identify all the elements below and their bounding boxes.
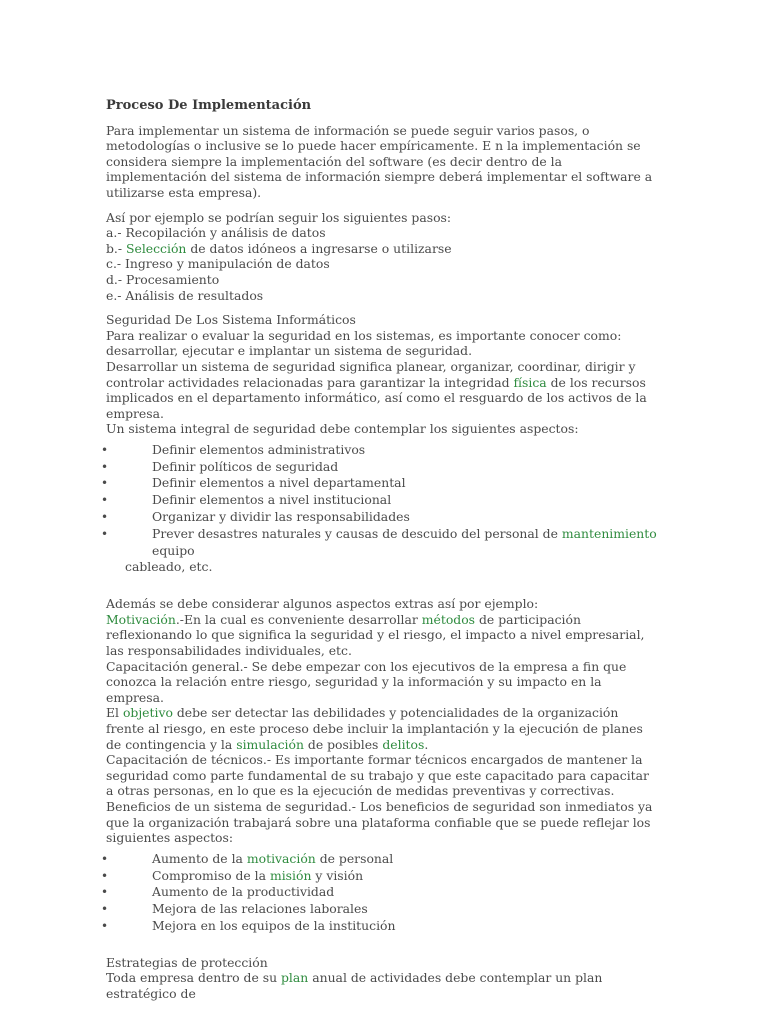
list-item-text: Mejora de las relaciones laborales bbox=[152, 901, 368, 917]
document-page bbox=[101, 98, 658, 1002]
security-paragraph-1: Para realizar o evaluar la seguridad en los sistemas, es importante conocer como: desarrollar, ejecutar e implantar un sistema de seguridad. bbox=[106, 327, 622, 359]
list-item bbox=[101, 441, 658, 459]
list-item-text: Definir elementos a nivel institucional bbox=[152, 492, 392, 508]
link-simulacion[interactable]: simulación bbox=[236, 736, 304, 752]
strategy-paragraph bbox=[106, 970, 658, 1001]
bullet-icon: • bbox=[101, 868, 109, 883]
page-title: Proceso De Implementación bbox=[106, 98, 312, 113]
steps-intro: Así por ejemplo se podrían seguir los siguientes pasos: bbox=[106, 209, 452, 225]
link-delitos[interactable]: delitos bbox=[382, 736, 425, 752]
step-e: e.- Análisis de resultados bbox=[106, 287, 264, 303]
strategy-prefix: Toda empresa dentro de su bbox=[106, 970, 281, 986]
step-c: c.- Ingreso y manipulación de datos bbox=[106, 256, 330, 272]
bullet-icon: • bbox=[101, 510, 109, 525]
list-item bbox=[101, 492, 658, 509]
bullet-icon: • bbox=[101, 442, 109, 457]
list-item bbox=[101, 525, 658, 576]
beneficios-paragraph: Beneficios de un sistema de seguridad.- Los beneficios de seguridad son inmediatos ya que la organización trabajará sobre una plataforma confiable que se puede reflejar los siguientes aspectos: bbox=[106, 798, 653, 846]
bullet-icon: • bbox=[101, 476, 109, 491]
step-a: a.- Recopilación y análisis de datos bbox=[106, 225, 326, 241]
list-item bbox=[101, 901, 658, 918]
motivacion-paragraph bbox=[106, 612, 658, 659]
step-b-suffix: de datos idóneos a ingresarse o utilizarse bbox=[186, 240, 452, 256]
link-mantenimiento[interactable]: mantenimiento bbox=[561, 525, 657, 541]
list-item bbox=[101, 850, 658, 868]
link-objetivo[interactable]: objetivo bbox=[122, 705, 173, 721]
objetivo-text-2: de posibles bbox=[303, 736, 383, 752]
bullet-icon: • bbox=[101, 526, 109, 541]
security-p2-prefix: Desarrollar un sistema de seguridad significa planear, organizar, coordinar, dirigir y controlar actividades relacionadas para garantizar la integridad bbox=[106, 358, 636, 390]
motivacion-text-suffix: de participación reflexionando lo que significa la seguridad y el riesgo, el impacto a nivel empresarial, las responsabilidades individuales, etc. bbox=[106, 611, 645, 659]
list-item-text: Mejora en los equipos de la institución bbox=[152, 917, 396, 933]
list-item-text: Prever desastres naturales y causas de descuido del personal de bbox=[152, 525, 562, 541]
bullet-icon: • bbox=[101, 902, 109, 917]
list-item-text: Definir políticos de seguridad bbox=[152, 458, 339, 474]
list-item-text-suffix: y visión bbox=[311, 867, 364, 883]
objetivo-suffix: . bbox=[424, 736, 429, 752]
link-plan[interactable]: plan bbox=[281, 970, 309, 986]
list-item-text: Compromiso de la bbox=[152, 867, 270, 883]
list-item-text-suffix: equipo bbox=[152, 542, 195, 558]
list-item-text: Aumento de la productividad bbox=[152, 884, 335, 900]
bullet-icon: • bbox=[101, 918, 109, 933]
benefits-list bbox=[101, 850, 658, 935]
bullet-icon: • bbox=[101, 851, 109, 866]
objetivo-text: debe ser detectar las debilidades y potencialidades de la organización frente al riesgo, en este proceso debe incluir la implantación y la ejecución de planes de contingencia y la bbox=[106, 705, 643, 752]
bullet-icon: • bbox=[101, 459, 109, 474]
tecnicos-paragraph: Capacitación de técnicos.- Es importante formar técnicos encargados de mantener la seguridad como parte fundamental de su trabajo y que este capacitado para capacitar a otras personas, en lo que es la ejecución de medidas preventivas y correctivas. bbox=[106, 752, 649, 799]
list-item-text: Aumento de la bbox=[152, 850, 247, 866]
security-paragraph-3: Un sistema integral de seguridad debe contemplar los siguientes aspectos: bbox=[106, 421, 579, 437]
list-item bbox=[101, 458, 658, 476]
list-item bbox=[101, 475, 658, 492]
bullet-icon: • bbox=[101, 885, 109, 900]
list-item bbox=[101, 884, 658, 901]
list-item-wrap: cableado, etc. bbox=[125, 559, 213, 575]
strategy-title: Estrategias de protección bbox=[106, 954, 268, 970]
list-item-text: Organizar y dividir las responsabilidades bbox=[152, 509, 410, 525]
list-item bbox=[101, 917, 658, 935]
link-motivacion-2[interactable]: motivación bbox=[246, 850, 316, 866]
intro-paragraph: Para implementar un sistema de información se puede seguir varios pasos, o metodologías o inclusive se lo puede hacer empíricamente. E n la implementación se considera siempre la implementación del software (es decir dentro de la implementación del sistema de información siempre deberá implementar el software a utilizarse esta empresa). bbox=[106, 122, 653, 200]
list-item bbox=[101, 509, 658, 526]
step-b-prefix: b.- bbox=[106, 240, 126, 256]
link-fisica[interactable]: física bbox=[513, 374, 547, 390]
step-d: d.- Procesamiento bbox=[106, 271, 220, 287]
list-item-text-suffix: de personal bbox=[315, 850, 394, 866]
link-seleccion[interactable]: Selección bbox=[126, 240, 187, 256]
link-metodos[interactable]: métodos bbox=[421, 611, 476, 627]
extras-intro: Además se debe considerar algunos aspectos extras así por ejemplo: bbox=[106, 596, 539, 612]
strategy-suffix: anual de actividades debe contemplar un plan estratégico de bbox=[106, 970, 603, 1001]
security-aspects-list bbox=[101, 441, 658, 576]
security-title: Seguridad De Los Sistema Informáticos bbox=[106, 312, 356, 328]
capacitacion-paragraph: Capacitación general.- Se debe empezar con los ejecutivos de la empresa a fin que conozca la relación entre riesgo, seguridad y la información y su impacto en la empresa. bbox=[106, 658, 627, 705]
motivacion-text: .-En la cual es conveniente desarrollar bbox=[175, 611, 422, 627]
bullet-icon: • bbox=[101, 493, 109, 508]
link-mision[interactable]: misión bbox=[269, 867, 312, 883]
list-item-text: Definir elementos a nivel departamental bbox=[152, 475, 406, 491]
security-p2-suffix: de los recursos implicados en el departamento informático, así como el resguardo de los activos de la empresa. bbox=[106, 374, 647, 421]
link-motivacion[interactable]: Motivación bbox=[106, 611, 176, 627]
list-item-text: Definir elementos administrativos bbox=[152, 441, 366, 457]
list-item bbox=[101, 867, 658, 885]
objetivo-prefix: El bbox=[106, 705, 123, 721]
security-paragraph-2 bbox=[106, 359, 658, 421]
step-b bbox=[106, 241, 658, 257]
objetivo-paragraph bbox=[106, 705, 658, 752]
